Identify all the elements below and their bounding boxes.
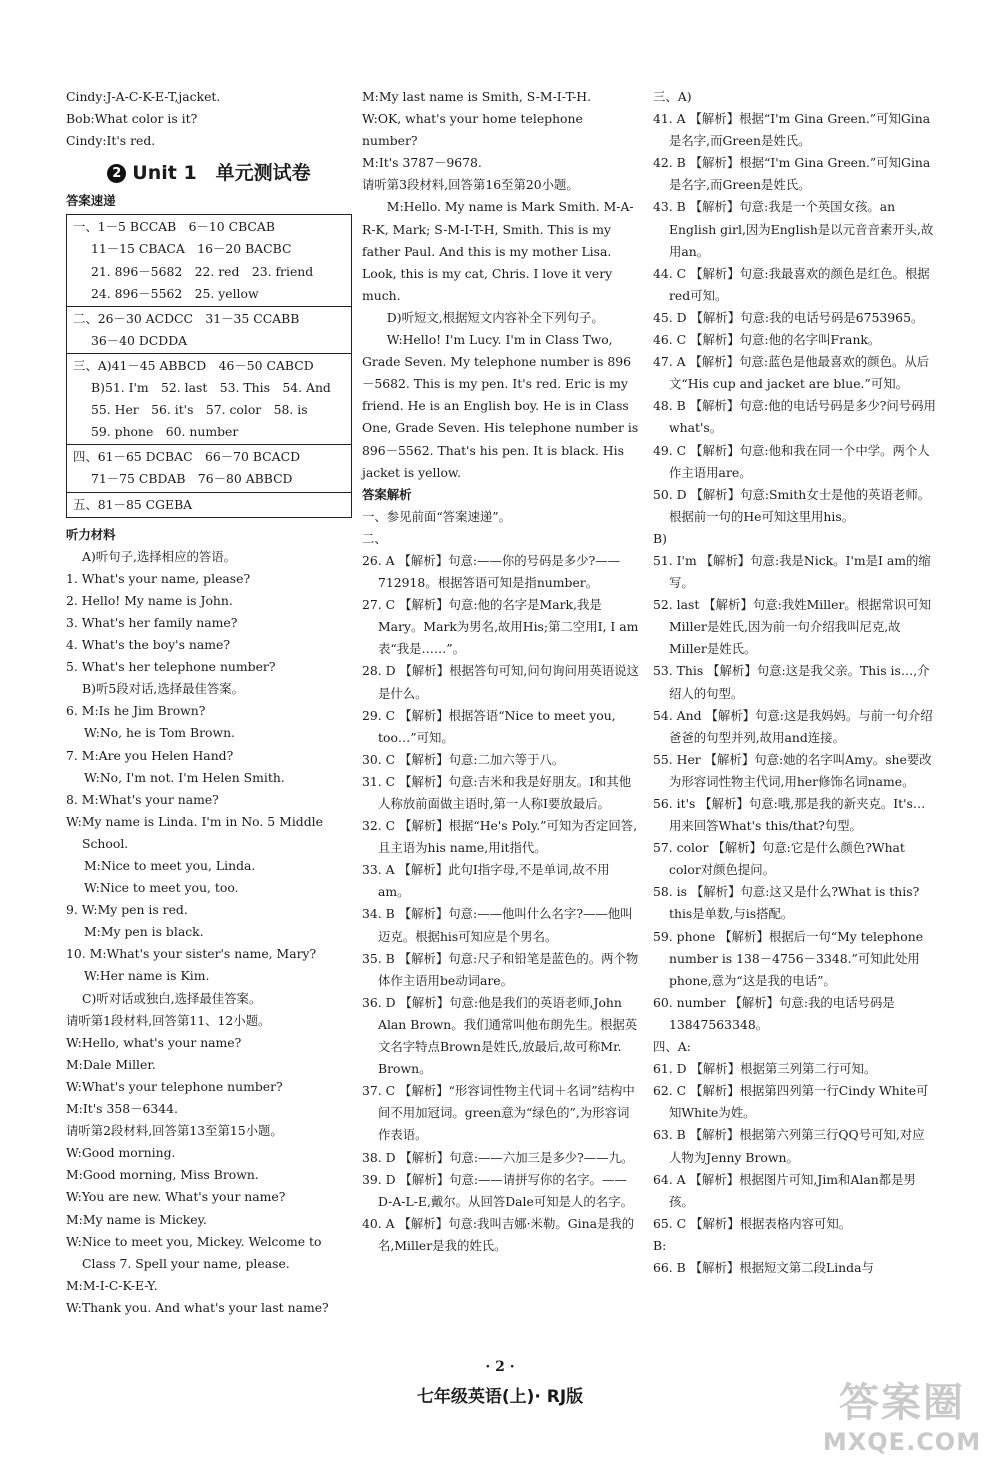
- text-line: 58. is 【解析】句意:这又是什么?What is this?this是单数,与is搭配。: [653, 884, 920, 922]
- watermark-logo: [822, 1371, 982, 1456]
- unit-title-text: Unit 1 单元测试卷: [132, 162, 311, 185]
- text-line: 一、参见前面“答案速递”。: [362, 508, 511, 524]
- text-line: 36. D 【解析】句意:他是我们的英语老师,John Alan Brown。我们通常叫他布朗先生。根据英文名字特点Brown是姓氏,放最后,故可称Mr. Brown。: [362, 994, 638, 1077]
- answer-line: B)51. I'm 52. last 53. This 54. And: [91, 380, 331, 396]
- listening-line: 2. Hello! My name is John.: [66, 592, 233, 608]
- unit-number-badge: 2: [107, 164, 126, 183]
- listening-line: M:Good morning, Miss Brown.: [66, 1167, 259, 1183]
- listening-line: M:Dale Miller.: [66, 1056, 156, 1072]
- text-line: 43. B 【解析】句意:我是一个英国女孩。an English girl,因为English是以元音音素开头,故用an。: [653, 199, 934, 259]
- listening-line: B)听5段对话,选择最佳答案。: [82, 681, 245, 697]
- text-line: B:: [653, 1237, 667, 1253]
- answer-line: 四、61－65 DCBAC 66－70 BCACD: [73, 449, 301, 465]
- text-line: 40. A 【解析】句意:我叫吉娜·米勒。Gina是我的名,Miller是我的姓氏。: [362, 1215, 635, 1253]
- intro-dialogue: [66, 86, 352, 152]
- text-line: M:It's 3787－9678.: [362, 155, 482, 171]
- listening-line: W:Thank you. And what's your last name?: [66, 1299, 329, 1315]
- text-line: 64. A 【解析】根据图片可知,Jim和Alan都是男孩。: [653, 1171, 916, 1209]
- text-line: 45. D 【解析】句意:我的电话号码是6753965。: [653, 309, 924, 325]
- text-line: M:Hello. My name is Mark Smith. M-A-R-K, Mark; S-M-I-T-H, Smith. This is my father Paul. And this is my mother Lisa. Look, this is my cat, Chris. I love it very much.: [362, 199, 634, 303]
- listening-line: 请听第1段材料,回答第11、12小题。: [66, 1012, 271, 1028]
- listening-line: W:What's your telephone number?: [66, 1078, 283, 1094]
- listening-line: 3. What's her family name?: [66, 614, 238, 630]
- text-line: 28. D 【解析】根据答句可知,问句询问用英语说这是什么。: [362, 663, 639, 701]
- text-line: 34. B 【解析】句意:——他叫什么名字?——他叫迈克。根据his可知应是个男名。: [362, 906, 633, 944]
- text-line: W:Hello! I'm Lucy. I'm in Class Two, Grade Seven. My telephone number is 896－5682. This is my pen. It's red. Eric is my friend. He is an English boy. He is in Class One, Grade Seven. His telephone number is 896－5562. That's his pen. It is black. His jacket is yellow.: [362, 332, 639, 480]
- text-line: 39. D 【解析】句意:——请拼写你的名字。——D-A-L-E,戴尔。从回答Dale可知是人的名字。: [362, 1171, 633, 1209]
- listening-line: 6. M:Is he Jim Brown?: [66, 703, 206, 719]
- dialogue-line: Bob:What color is it?: [66, 111, 198, 127]
- text-line: D)听短文,根据短文内容补全下列句子。: [386, 309, 604, 325]
- text-line: 62. C 【解析】根据第四列第一行Cindy White可知White为姓。: [653, 1083, 929, 1121]
- text-line: 65. C 【解析】根据表格内容可知。: [653, 1215, 852, 1231]
- listening-line: W:You are new. What's your name?: [66, 1189, 286, 1205]
- listening-line: 5. What's her telephone number?: [66, 659, 276, 675]
- text-line: 37. C 【解析】“形容词性物主代词＋名词”结构中间不用加冠词。green意为“绿色的”,为形容词作表语。: [362, 1083, 635, 1143]
- text-line: 55. Her 【解析】句意:她的名字叫Amy。she要改为形容词性物主代词,用her修饰名词name。: [653, 751, 932, 789]
- answer-line: 二、26－30 ACDCC 31－35 CCABB: [73, 310, 300, 326]
- answer-line: 36－40 DCDDA: [91, 332, 188, 348]
- text-line: 41. A 【解析】根据“I'm Gina Green.”可知Gina是名字,而Green是姓氏。: [653, 111, 931, 149]
- text-line: 44. C 【解析】句意:我最喜欢的颜色是红色。根据red可知。: [653, 265, 930, 303]
- text-line: 二、: [362, 530, 387, 546]
- text-line: 29. C 【解析】根据答语“Nice to meet you, too…”可知。: [362, 707, 616, 745]
- text-line: 49. C 【解析】句意:他和我在同一个中学。两个人作主语用are。: [653, 442, 930, 480]
- listening-line: M:My name is Mickey.: [66, 1211, 207, 1227]
- text-line: 52. last 【解析】句意:我姓Miller。根据常识可知Miller是姓氏,因为前一句介绍我叫尼克,故Miller是姓氏。: [653, 597, 932, 657]
- answer-line: 71－75 CBDAB 76－80 ABBCD: [91, 471, 293, 487]
- listening-line: W:No, I'm not. I'm Helen Smith.: [84, 769, 285, 785]
- text-line: 27. C 【解析】句意:他的名字是Mark,我是Mary。Mark为男名,故用His;第二空用I, I am表“我是……”。: [362, 597, 639, 657]
- column-middle: [362, 86, 640, 1257]
- book-title: 七年级英语(上)· RJ版: [416, 1387, 584, 1407]
- watermark-sub: MXQE.COM: [822, 1428, 982, 1456]
- dialogue-line: Cindy:J-A-C-K-E-T,jacket.: [66, 89, 221, 104]
- answer-line: 五、81－85 CGEBA: [73, 496, 193, 512]
- listening-line: W:My name is Linda. I'm in No. 5 Middle School.: [66, 813, 323, 851]
- listening-line: 4. What's the boy's name?: [66, 637, 230, 653]
- listening-line: 请听第2段材料,回答第13至第15小题。: [66, 1123, 283, 1139]
- listening-line: A)听句子,选择相应的答语。: [82, 548, 237, 564]
- text-line: 47. A 【解析】句意:蓝色是他最喜欢的颜色。从后文“His cup and jacket are blue.”可知。: [653, 354, 930, 392]
- text-line: 42. B 【解析】根据“I'm Gina Green.”可知Gina是名字,而Green是姓氏。: [653, 155, 931, 193]
- listening-line: 9. W:My pen is red.: [66, 902, 188, 918]
- text-line: 请听第3段材料,回答第16至第20小题。: [362, 177, 579, 193]
- page-number: · 2 ·: [485, 1359, 515, 1375]
- section-heading: 答案解析: [362, 486, 412, 502]
- text-line: 61. D 【解析】根据第三列第二行可知。: [653, 1061, 877, 1077]
- listening-line: 8. M:What's your name?: [66, 791, 219, 807]
- listening-line: 10. M:What's your sister's name, Mary?: [66, 946, 317, 962]
- answer-line: 11－15 CBACA 16－20 BACBC: [91, 241, 292, 257]
- text-line: 33. A 【解析】此句I指字母,不是单词,故不用am。: [362, 862, 610, 900]
- text-line: 38. D 【解析】句意:——六加三是多少?——九。: [362, 1149, 634, 1165]
- listening-line: W:Hello, what's your name?: [66, 1034, 242, 1050]
- listening-line: M:My pen is black.: [84, 924, 204, 940]
- listening-line: W:Nice to meet you, too.: [84, 880, 239, 896]
- text-line: 三、A): [653, 89, 692, 104]
- watermark-main: 答案圈: [839, 1380, 965, 1426]
- text-line: 32. C 【解析】根据“He's Poly.”可知为否定回答,且主语为his name,用it指代。: [362, 818, 638, 856]
- listening-line: W:Her name is Kim.: [84, 968, 210, 984]
- answer-key-table: [66, 214, 352, 517]
- answer-line: 59. phone 60. number: [91, 424, 239, 440]
- answer-line: 三、A)41－45 ABBCD 46－50 CABCD: [73, 357, 314, 373]
- answer-section: [67, 445, 351, 492]
- answer-section: [67, 493, 351, 517]
- text-line: B): [653, 530, 667, 546]
- text-line: 57. color 【解析】句意:它是什么颜色?What color对颜色提问。: [653, 840, 905, 878]
- text-line: 51. I'm 【解析】句意:我是Nick。I'm是I am的缩写。: [653, 552, 931, 591]
- text-line: 66. B 【解析】根据短文第二段Linda与: [653, 1259, 874, 1275]
- answer-section: [67, 307, 351, 354]
- text-line: 四、A:: [653, 1039, 691, 1055]
- listening-material: [66, 546, 352, 1319]
- text-line: 31. C 【解析】句意:吉米和我是好朋友。I和其他人称放前面做主语时,第一人称I要放最后。: [362, 773, 632, 811]
- answer-key-heading: 答案速递: [66, 193, 116, 209]
- listening-line: M:M-I-C-K-E-Y.: [66, 1277, 158, 1293]
- text-line: 30. C 【解析】句意:二加六等于八。: [362, 751, 565, 767]
- text-line: 46. C 【解析】句意:他的名字叫Frank。: [653, 332, 881, 348]
- text-line: 56. it's 【解析】句意:哦,那是我的新夹克。It's…用来回答What's this/that?句型。: [653, 796, 926, 834]
- listening-line: W:Nice to meet you, Mickey. Welcome to Class 7. Spell your name, please.: [66, 1233, 322, 1271]
- listening-line: C)听对话或独白,选择最佳答案。: [82, 990, 262, 1006]
- text-line: 54. And 【解析】句意:这是我妈妈。与前一句介绍爸爸的句型并列,故用and连接。: [653, 707, 933, 745]
- answer-section: [67, 215, 351, 306]
- text-line: W:OK, what's your home telephone number?: [362, 111, 583, 149]
- text-line: 63. B 【解析】根据第六列第三行QQ号可知,对应人物为Jenny Brown。: [653, 1127, 925, 1165]
- text-line: 26. A 【解析】句意:——你的号码是多少?——712918。根据答语可知是指number。: [362, 552, 620, 591]
- text-line: 60. number 【解析】句意:我的电话号码是13847563348。: [653, 994, 895, 1032]
- answer-section: [67, 354, 351, 445]
- answer-line: 一、1－5 BCCAB 6－10 CBCAB: [73, 219, 275, 235]
- text-line: 50. D 【解析】句意:Smith女士是他的英语老师。根据前一句的He可知这里用his。: [653, 486, 931, 524]
- listening-line: W:No, he is Tom Brown.: [84, 725, 235, 741]
- answer-line: 24. 896－5562 25. yellow: [91, 285, 259, 301]
- text-line: 48. B 【解析】句意:他的电话号码是多少?问号码用what's。: [653, 398, 936, 436]
- text-line: M:My last name is Smith, S-M-I-T-H.: [362, 89, 592, 104]
- column-left: [66, 86, 352, 1319]
- listening-line: 7. M:Are you Helen Hand?: [66, 747, 234, 763]
- text-line: 53. This 【解析】句意:这是我父亲。This is…,介绍人的句型。: [653, 663, 930, 701]
- listening-line: M:It's 358－6344.: [66, 1101, 178, 1117]
- text-line: 35. B 【解析】句意:尺子和铅笔是蓝色的。两个物体作主语用be动词are。: [362, 950, 639, 988]
- listening-line: 1. What's your name, please?: [66, 570, 251, 586]
- answer-line: 21. 896－5682 22. red 23. friend: [91, 263, 314, 279]
- listening-heading: 听力材料: [66, 526, 116, 542]
- listening-line: W:Good morning.: [66, 1145, 176, 1161]
- unit-title: [66, 158, 352, 188]
- listening-line: M:Nice to meet you, Linda.: [84, 858, 256, 873]
- column-right: [653, 86, 936, 1279]
- dialogue-line: Cindy:It's red.: [66, 133, 156, 149]
- text-line: 59. phone 【解析】根据后一句“My telephone number is 138－4756－3348.”可知此处用phone,意为“这是我的电话”。: [653, 928, 924, 988]
- answer-line: 55. Her 56. it's 57. color 58. is: [91, 402, 308, 418]
